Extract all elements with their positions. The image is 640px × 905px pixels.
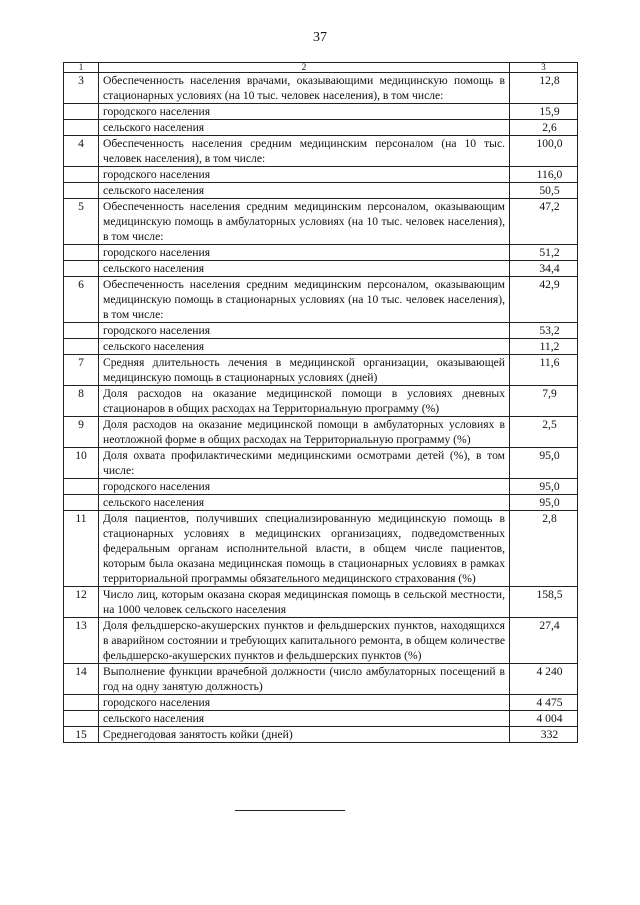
row-description: Доля фельдшерско-акушерских пунктов и фельдшерских пунктов, находящихся в аварийном состоянии и требующих капитального ремонта, в общем количестве фельдшерско-акушерских пунктов и фельдшерских пунктов (%) — [99, 618, 510, 664]
row-value: 12,8 — [510, 73, 578, 104]
table-row — [64, 448, 578, 479]
row-description: Обеспеченность населения врачами, оказывающими медицинскую помощь в стационарных условиях (на 10 тыс. человек населения), в том числе: — [99, 73, 510, 104]
table-row — [64, 167, 578, 183]
row-number: 3 — [64, 73, 99, 104]
row-value: 95,0 — [510, 479, 578, 495]
row-number: 5 — [64, 199, 99, 245]
row-value: 47,2 — [510, 199, 578, 245]
row-number — [64, 245, 99, 261]
row-number: 13 — [64, 618, 99, 664]
row-number: 6 — [64, 277, 99, 323]
table-row — [64, 245, 578, 261]
row-number — [64, 711, 99, 727]
table-row — [64, 664, 578, 695]
table-row — [64, 711, 578, 727]
table-row — [64, 511, 578, 587]
row-number — [64, 167, 99, 183]
row-value: 95,0 — [510, 448, 578, 479]
row-value: 51,2 — [510, 245, 578, 261]
row-value: 116,0 — [510, 167, 578, 183]
row-number — [64, 479, 99, 495]
row-number: 14 — [64, 664, 99, 695]
row-description: Доля расходов на оказание медицинской помощи в амбулаторных условиях в неотложной форме в общих расходах на Территориальную программу (%) — [99, 417, 510, 448]
row-value: 15,9 — [510, 104, 578, 120]
row-value: 2,5 — [510, 417, 578, 448]
table-row — [64, 73, 578, 104]
row-value: 53,2 — [510, 323, 578, 339]
row-value: 100,0 — [510, 136, 578, 167]
row-description: сельского населения — [99, 261, 510, 277]
row-value: 4 475 — [510, 695, 578, 711]
header-col-3: 3 — [510, 63, 578, 73]
header-col-2: 2 — [99, 63, 510, 73]
table-row — [64, 417, 578, 448]
table-row — [64, 183, 578, 199]
row-value: 42,9 — [510, 277, 578, 323]
row-description: Доля расходов на оказание медицинской помощи в условиях дневных стационаров в общих расходах на Территориальную программу (%) — [99, 386, 510, 417]
row-number: 12 — [64, 587, 99, 618]
row-number — [64, 104, 99, 120]
table-row — [64, 136, 578, 167]
row-description: городского населения — [99, 245, 510, 261]
row-description: Обеспеченность населения средним медицинским персоналом, оказывающим медицинскую помощь в амбулаторных условиях (на 10 тыс. человек населения), в том числе: — [99, 199, 510, 245]
table-row — [64, 355, 578, 386]
row-value: 4 004 — [510, 711, 578, 727]
table-row — [64, 479, 578, 495]
row-value: 2,8 — [510, 511, 578, 587]
table-header-row — [64, 63, 578, 73]
row-description: сельского населения — [99, 183, 510, 199]
row-description: городского населения — [99, 323, 510, 339]
row-value: 2,6 — [510, 120, 578, 136]
row-number — [64, 323, 99, 339]
table-row — [64, 695, 578, 711]
row-description: сельского населения — [99, 339, 510, 355]
indicators-table-body — [64, 63, 578, 743]
row-description: Средняя длительность лечения в медицинской организации, оказывающей медицинскую помощь в стационарных условиях (дней) — [99, 355, 510, 386]
row-description: сельского населения — [99, 495, 510, 511]
row-description: городского населения — [99, 695, 510, 711]
footer-divider — [235, 810, 345, 811]
row-number — [64, 695, 99, 711]
table-row — [64, 727, 578, 743]
row-number: 10 — [64, 448, 99, 479]
row-number: 4 — [64, 136, 99, 167]
row-value: 158,5 — [510, 587, 578, 618]
row-description: Доля пациентов, получивших специализированную медицинскую помощь в стационарных условиях в медицинских организациях, подведомственных федеральным органам исполнительной власти, в общем числе пациентов, которым была оказана медицинская помощь в стационарных условиях в рамках территориальной программы обязательного медицинского страхования (%) — [99, 511, 510, 587]
row-value: 11,2 — [510, 339, 578, 355]
table-row — [64, 199, 578, 245]
row-description: городского населения — [99, 167, 510, 183]
page-number: 37 — [313, 30, 327, 45]
row-value: 95,0 — [510, 495, 578, 511]
table-row — [64, 277, 578, 323]
row-value: 50,5 — [510, 183, 578, 199]
row-description: Обеспеченность населения средним медицинским персоналом, оказывающим медицинскую помощь в стационарных условиях (на 10 тыс. человек населения), в том числе: — [99, 277, 510, 323]
table-row — [64, 386, 578, 417]
row-value: 27,4 — [510, 618, 578, 664]
row-number — [64, 183, 99, 199]
row-value: 7,9 — [510, 386, 578, 417]
row-number: 7 — [64, 355, 99, 386]
table-row — [64, 261, 578, 277]
table-row — [64, 339, 578, 355]
row-number: 15 — [64, 727, 99, 743]
table-row — [64, 618, 578, 664]
indicators-table — [63, 62, 578, 743]
row-description: Число лиц, которым оказана скорая медицинская помощь в сельской местности, на 1000 человек сельского населения — [99, 587, 510, 618]
row-number: 9 — [64, 417, 99, 448]
table-row — [64, 323, 578, 339]
row-value: 34,4 — [510, 261, 578, 277]
row-description: сельского населения — [99, 120, 510, 136]
row-number — [64, 120, 99, 136]
row-value: 332 — [510, 727, 578, 743]
row-description: городского населения — [99, 479, 510, 495]
table-row — [64, 495, 578, 511]
row-description: Выполнение функции врачебной должности (число амбулаторных посещений в год на одну занятую должность) — [99, 664, 510, 695]
row-number — [64, 339, 99, 355]
header-col-1: 1 — [64, 63, 99, 73]
row-description: Обеспеченность населения средним медицинским персоналом (на 10 тыс. человек населения), в том числе: — [99, 136, 510, 167]
row-description: сельского населения — [99, 711, 510, 727]
table-row — [64, 104, 578, 120]
row-description: Доля охвата профилактическими медицинскими осмотрами детей (%), в том числе: — [99, 448, 510, 479]
row-description: Среднегодовая занятость койки (дней) — [99, 727, 510, 743]
row-number: 8 — [64, 386, 99, 417]
row-description: городского населения — [99, 104, 510, 120]
table-row — [64, 120, 578, 136]
row-value: 11,6 — [510, 355, 578, 386]
table-row — [64, 587, 578, 618]
row-number — [64, 261, 99, 277]
row-value: 4 240 — [510, 664, 578, 695]
row-number — [64, 495, 99, 511]
row-number: 11 — [64, 511, 99, 587]
